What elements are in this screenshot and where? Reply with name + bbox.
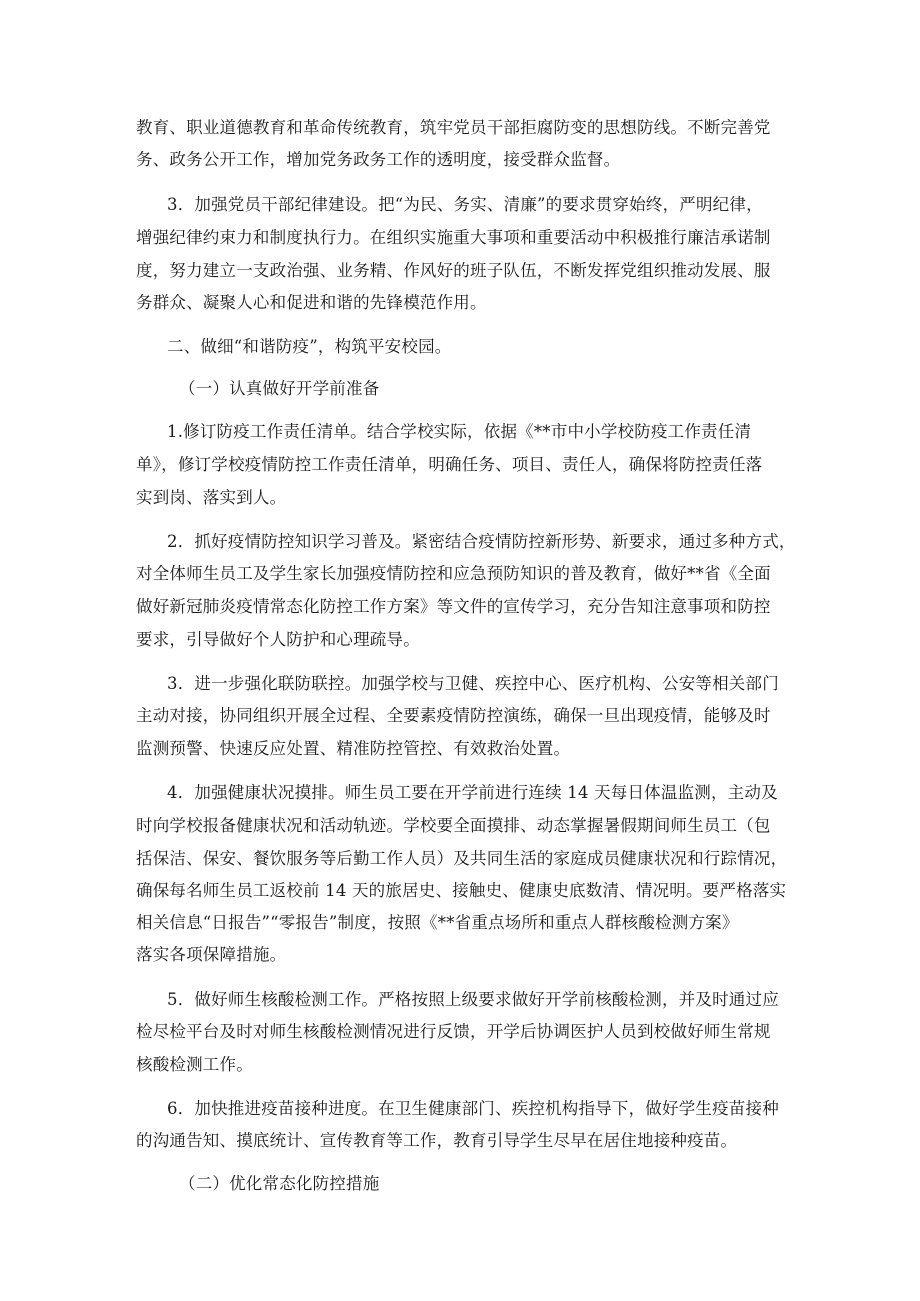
paragraph-line: 对全体师生员工及学生家长加强疫情防控和应急预防知识的普及教育，做好**省《全面 bbox=[136, 564, 771, 583]
paragraph-line: 3．进一步强化联防联控。加强学校与卫健、疾控中心、医疗机构、公安等相关部门 bbox=[167, 674, 779, 693]
paragraph-line: 监测预警、快速反应处置、精准防控管控、有效救治处置。 bbox=[136, 739, 571, 758]
paragraph-line: 确保每名师生员工返校前 14 天的旅居史、接触史、健康史底数清、情况明。要严格落实 bbox=[136, 881, 787, 900]
paragraph-line: 括保洁、保安、餐饮服务等后勤工作人员）及共同生活的家庭成员健康状况和行踪情况， bbox=[136, 849, 788, 868]
paragraph-line: 做好新冠肺炎疫情常态化防控工作方案》等文件的宣传学习，充分告知注意事项和防控 bbox=[136, 597, 771, 616]
paragraph-line: 检尽检平台及时对师生核酸检测情况进行反馈，开学后协调医护人员到校做好师生常规 bbox=[136, 1022, 771, 1041]
paragraph-line: 务、政务公开工作，增加党务政务工作的透明度，接受群众监督。 bbox=[136, 150, 621, 169]
paragraph-line: 务群众、凝聚人心和促进和谐的先锋模范作用。 bbox=[136, 293, 487, 312]
subsection-heading-text: （一）认真做好开学前准备 bbox=[179, 379, 380, 398]
paragraph-line: 4．加强健康状况摸排。师生员工要在开学前进行连续 14 天每日体温监测，主动及 bbox=[167, 783, 778, 802]
paragraph-line: 5．做好师生核酸检测工作。严格按照上级要求做好开学前核酸检测，并及时通过应 bbox=[167, 990, 779, 1009]
paragraph-line: 实到岗、落实到人。 bbox=[136, 488, 287, 507]
paragraph-line: 3．加强党员干部纪律建设。把“为民、务实、清廉”的要求贯穿始终，严明纪律， bbox=[167, 195, 763, 214]
paragraph-line: 的沟通告知、摸底统计、宣传教育等工作，教育引导学生尽早在居住地接种疫苗。 bbox=[136, 1131, 738, 1150]
paragraph-line: 核酸检测工作。 bbox=[136, 1055, 253, 1074]
paragraph-line: 2．抓好疫情防控知识学习普及。紧密结合疫情防控新形势、新要求，通过多种方式， bbox=[167, 532, 796, 551]
subsection-heading-text: （二）优化常态化防控措施 bbox=[179, 1174, 380, 1193]
paragraph-line: 相关信息“日报告”“零报告”制度，按照《**省重点场所和重点人群核酸检测方案》 bbox=[136, 913, 739, 932]
paragraph-line: 教育、职业道德教育和革命传统教育，筑牢党员干部拒腐防变的思想防线。不断完善党 bbox=[136, 118, 771, 137]
paragraph-line: 6．加快推进疫苗接种进度。在卫生健康部门、疾控机构指导下，做好学生疫苗接种 bbox=[167, 1099, 779, 1118]
paragraph-line: 增强纪律约束力和制度执行力。在组织实施重大事项和重要活动中积极推行廉洁承诺制 bbox=[136, 228, 771, 247]
paragraph-line: 时向学校报备健康状况和活动轨迹。学校要全面摸排、动态掌握暑假期间师生员工（包 bbox=[136, 816, 771, 835]
paragraph-line: 落实各项保障措施。 bbox=[136, 945, 287, 964]
paragraph-line: 单》，修订学校疫情防控工作责任清单，明确任务、项目、责任人，确保将防控责任落 bbox=[136, 455, 763, 474]
paragraph-line: 度，努力建立一支政治强、业务精、作风好的班子队伍，不断发挥党组织推动发展、服 bbox=[136, 261, 771, 280]
section-heading-text: 二、做细“和谐防疫”，构筑平安校园。 bbox=[167, 337, 452, 356]
paragraph-line: 要求，引导做好个人防护和心理疏导。 bbox=[136, 630, 420, 649]
paragraph-line: 1.修订防疫工作责任清单。结合学校实际，依据《**市中小学校防疫工作责任清 bbox=[167, 422, 752, 441]
paragraph-line: 主动对接，协同组织开展全过程、全要素疫情防控演练，确保一旦出现疫情，能够及时 bbox=[136, 706, 771, 725]
